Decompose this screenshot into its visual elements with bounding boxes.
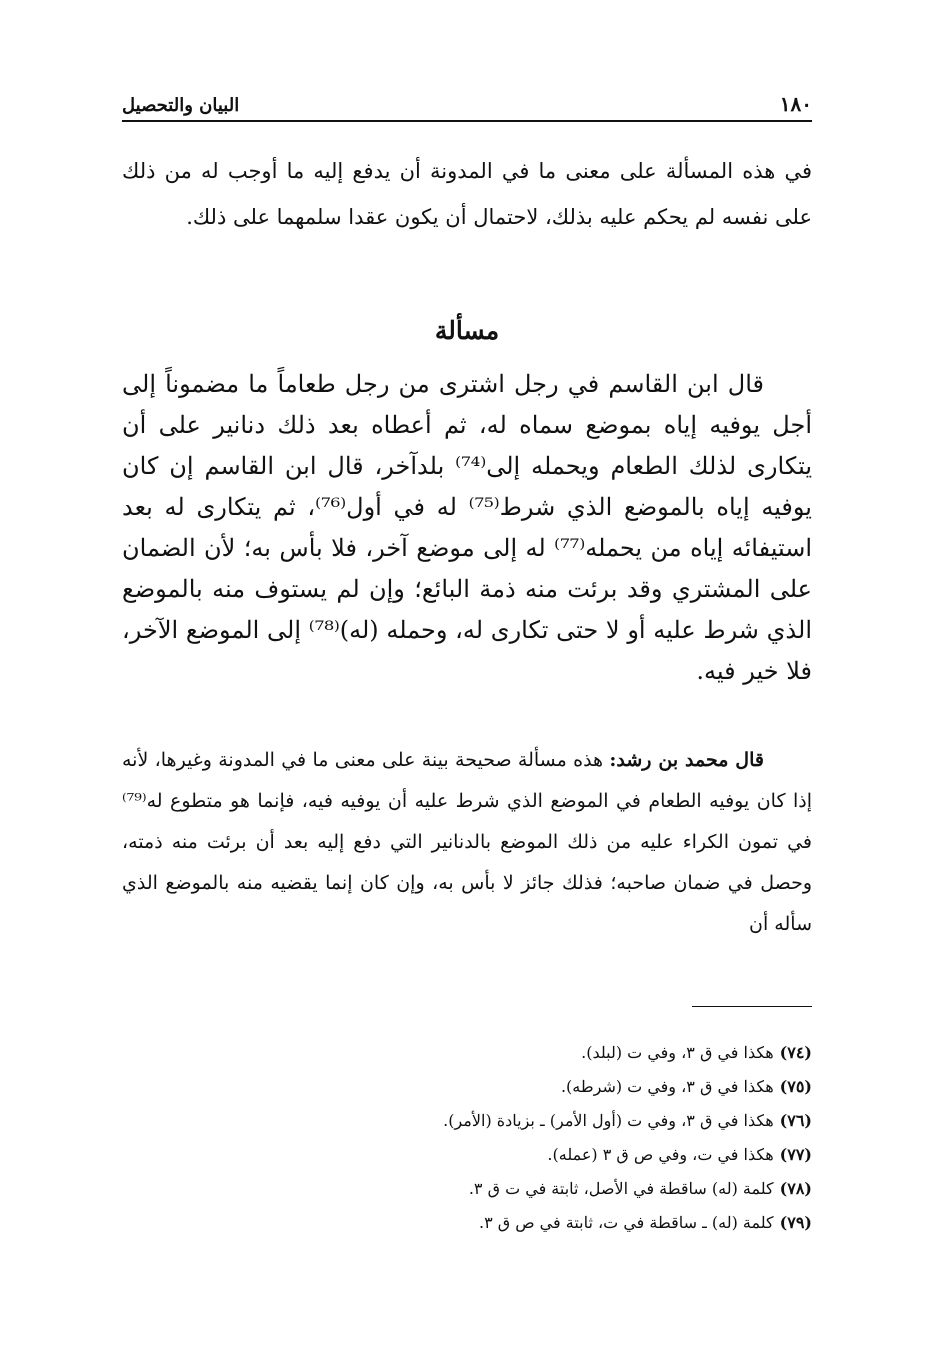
commentary-text: هذه مسألة صحيحة بينة على معنى ما في المدونة وغيرها، لأنه إذا كان يوفيه الطعام في الموضع الذي شرط عليه أن يوفيه فيه، فإنما هو متطوع له⁽⁷⁹⁾ في تمون الكراء عليه من ذلك الموضع بالدنانير التي دفع إليه بعد أن برئت منه ذمته، وحصل في ضمان صاحبه؛ فذلك جائز لا بأس به، وإن كان إنما يقضيه منه بالموضع الذي سأله أن [122, 749, 812, 935]
paragraph-question: قال ابن القاسم في رجل اشترى من رجل طعاماً ما مضموناً إلى أجل يوفيه إياه بموضع سماه له، ثم أعطاه بعد ذلك دنانير على أن يتكارى لذلك الطعام ويحمله إلى⁽⁷⁴⁾ بلدآخر، قال ابن القاسم إن كان يوفيه إياه بالموضع الذي شرط⁽⁷⁵⁾ له في أول⁽⁷⁶⁾، ثم يتكارى له بعد استيفائه إياه من يحمله⁽⁷⁷⁾ له إلى موضع آخر، فلا بأس به؛ لأن الضمان على المشتري وقد برئت منه ذمة البائع؛ وإن لم يستوف منه بالموضع الذي شرط عليه أو لا حتى تكارى له، وحمله (له)⁽⁷⁸⁾ إلى الموضع الآخر، فلا خير فيه. [122, 370, 812, 685]
footnote-item [122, 1104, 812, 1138]
footnote-text: هكذا في ق ٣، وفي ت (أول الأمر) ـ بزيادة (الأمر). [443, 1111, 774, 1130]
footnote-divider [692, 1006, 812, 1007]
footnote-number: (٧٦) [779, 1111, 812, 1130]
footnote-number: (٧٩) [779, 1213, 812, 1232]
footnote-item [122, 1172, 812, 1206]
footnote-item [122, 1036, 812, 1070]
footnote-text: كلمة (له) ساقطة في الأصل، ثابتة في ت ق ٣. [468, 1179, 774, 1198]
footnote-number: (٧٨) [779, 1179, 812, 1198]
commentary-lead: قال محمد بن رشد: [609, 749, 764, 771]
page-number: ١٨٠ [779, 92, 812, 116]
footnote-text: هكذا في ق ٣، وفي ت (لبلد). [581, 1043, 774, 1062]
running-title: البيان والتحصيل [122, 95, 240, 116]
paragraph-commentary [122, 740, 812, 945]
paragraph-continuation: في هذه المسألة على معنى ما في المدونة أن يدفع إليه ما أوجب له من ذلك على نفسه لم يحكم عليه بذلك، لاحتمال أن يكون عقدا سلمهما على ذلك. [122, 159, 812, 229]
footnotes-list [122, 1036, 812, 1240]
footnote-number: (٧٧) [779, 1145, 812, 1164]
footnote-number: (٧٤) [779, 1043, 812, 1062]
footnote-text: هكذا في ق ٣، وفي ت (شرطه). [560, 1077, 774, 1096]
footnote-item [122, 1070, 812, 1104]
page-header [122, 88, 812, 122]
footnote-item [122, 1138, 812, 1172]
footnote-number: (٧٥) [779, 1077, 812, 1096]
footnote-text: هكذا في ت، وفي ص ق ٣ (عمله). [547, 1145, 774, 1164]
footnote-item [122, 1206, 812, 1240]
footnote-text: كلمة (له) ـ ساقطة في ت، ثابتة في ص ق ٣. [478, 1213, 774, 1232]
section-heading: مسألة [434, 316, 500, 345]
